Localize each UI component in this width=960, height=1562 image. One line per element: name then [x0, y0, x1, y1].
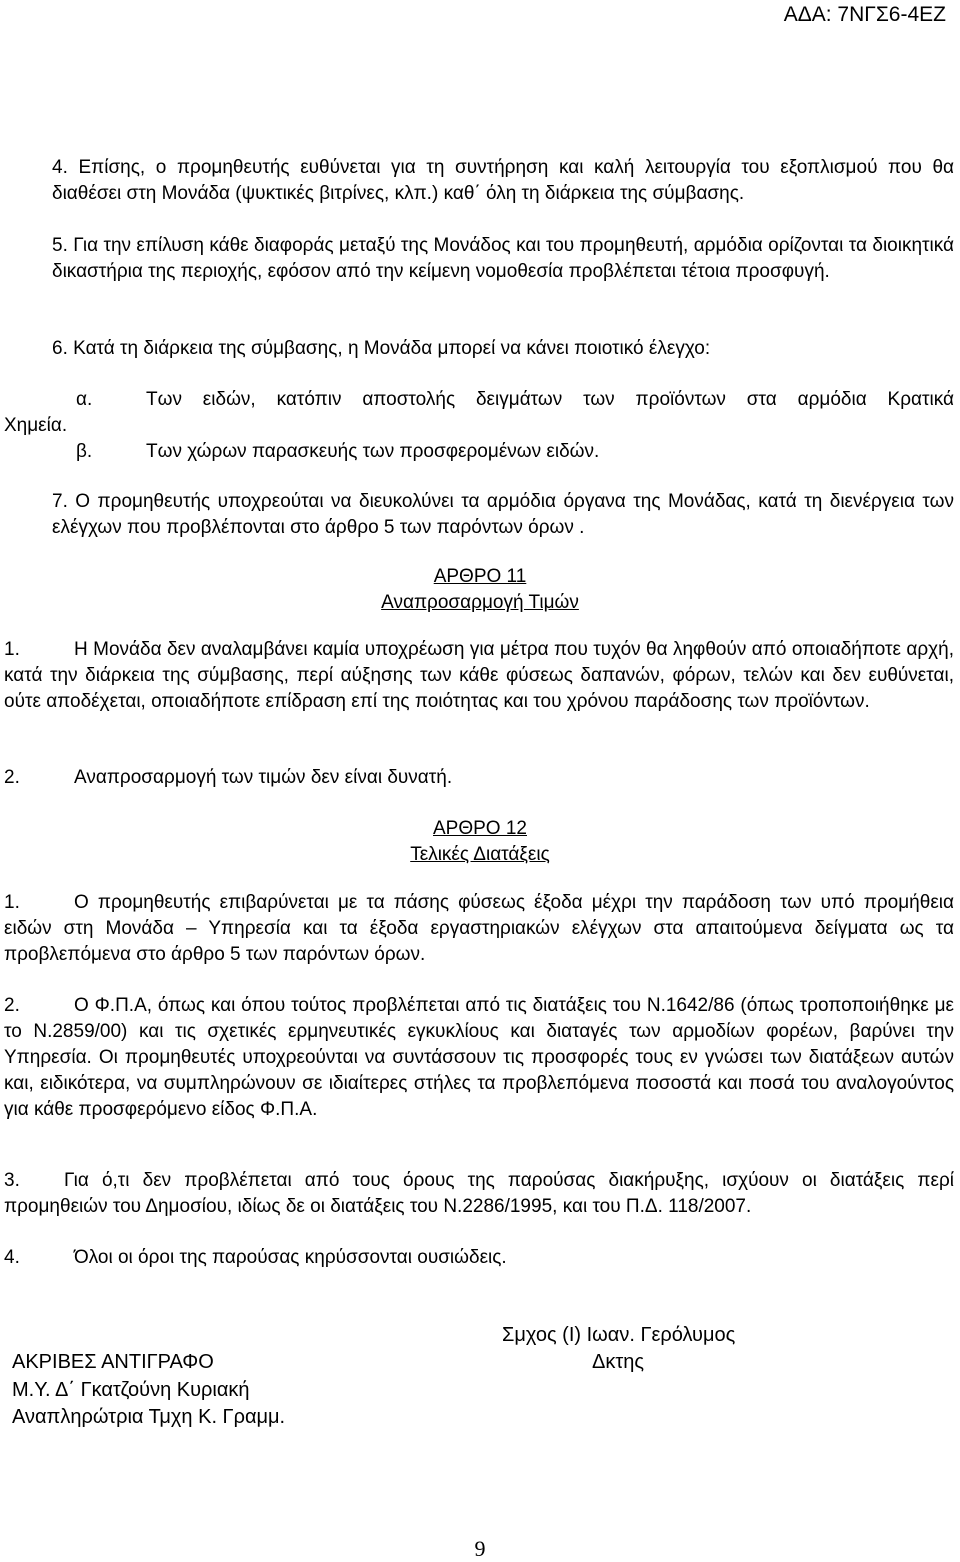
paragraph-text: Όλοι οι όροι της παρούσας κηρύσσονται ουσιώδεις. [74, 1247, 507, 1268]
signer-name: Σμχος (Ι) Ιωαν. Γερόλυμος [502, 1324, 736, 1346]
paragraph-text: Ο προμηθευτής επιβαρύνεται με τα πάσης φύσεως έξοδα μέχρι την παράδοση των υπό προμήθεια ειδών στη Μονάδα – Υπηρεσία και τα έξοδα εργαστηριακών ελέγχων στα απαιτούμενα δείγματα ως τα προβλεπόμενα στο άρθρο 5 των παρόντων όρων. [4, 892, 954, 965]
article-12-paragraph-4 [4, 1245, 507, 1271]
article-11-title: ΑΡΘΡΟ 11 [433, 566, 527, 587]
paragraph-text: Ο Φ.Π.Α, όπως και όπου τούτος προβλέπεται από τις διατάξεις του Ν.1642/86 (όπως τροποποιήθηκε με το Ν.2859/00) και τις σχετικές ερμηνευτικές εγκυκλίους και διαταγές των αρμοδίων φορέων, βαρύνει την Υπηρεσία. Οι προμηθευτές υποχρεούνται να συντάσσουν τις προσφορές τους εν γνώσει των διατάξεων αυτών και, ειδικότερα, να συμπληρώνουν σε ιδιαίτερες στήλες τα προβλεπόμενα ποσοστά και ποσά του αναλογούντος για κάθε προσφερόμενο είδος Φ.Π.Α. [4, 995, 954, 1120]
copy-label: ΑΚΡΙΒΕΣ ΑΝΤΙΓΡΑΦΟ [12, 1351, 214, 1373]
article-12-paragraph-2 [4, 993, 954, 1123]
signer-role: Δκτης [592, 1351, 645, 1373]
paragraph-5: 5. Για την επίλυση κάθε διαφοράς μεταξύ της Μονάδος και του προμηθευτή, αρμόδια ορίζονται τα διοικητικά δικαστήρια της περιοχής, εφόσον από την κείμενη νομοθεσία προβλέπεται τέτοια προσφυγή. [52, 235, 954, 282]
paragraph-number: 1. [4, 639, 20, 660]
article-12-title: ΑΡΘΡΟ 12 [433, 818, 527, 839]
article-11-subtitle: Αναπροσαρμογή Τιμών [381, 592, 579, 613]
article-11-paragraph-1 [4, 637, 954, 715]
article-12-paragraph-1 [4, 890, 954, 968]
article-12-subtitle: Τελικές Διατάξεις [410, 844, 550, 865]
document-code: ΑΔΑ: 7ΝΓΣ6-4ΕΖ [783, 3, 946, 26]
paragraph-4: 4. Επίσης, ο προμηθευτής ευθύνεται για τη συντήρηση και καλή λειτουργία του εξοπλισμού που θα διαθέσει στη Μονάδα (ψυκτικές βιτρίνες, κλπ.) καθ΄ όλη τη διάρκεια της σύμβασης. [52, 157, 954, 204]
item-a-continuation: Χημεία. [4, 415, 68, 436]
page-number: 9 [474, 1536, 486, 1561]
paragraph-number: 3. [4, 1170, 20, 1191]
item-b-label: β. [76, 441, 93, 462]
item-a-text: Των ειδών, κατόπιν αποστολής δειγμάτων των προϊόντων στα αρμόδια Κρατικά [146, 389, 954, 410]
item-a-label: α. [76, 389, 93, 410]
copy-role: Αναπληρώτρια Τμχη Κ. Γραμμ. [12, 1406, 286, 1428]
paragraph-text: Η Μονάδα δεν αναλαμβάνει καμία υποχρέωση για μέτρα που τυχόν θα ληφθούν από οποιαδήποτε αρχή, κατά την διάρκεια της σύμβασης, περί αύξησης των κάθε φύσεως δαπανών, φόρων, τελών και δεν ευθύνεται, ούτε αποδέχεται, οποιαδήποτε επίδραση επί της ποιότητας και του χρόνου παράδοσης των προϊόντων. [4, 639, 954, 712]
paragraph-6: 6. Κατά τη διάρκεια της σύμβασης, η Μονάδα μπορεί να κάνει ποιοτικό έλεγχο: [52, 338, 711, 359]
article-12-paragraph-3 [4, 1168, 954, 1220]
paragraph-number: 2. [4, 995, 20, 1016]
paragraph-text: Αναπροσαρμογή των τιμών δεν είναι δυνατή. [74, 767, 453, 788]
paragraph-number: 2. [4, 767, 20, 788]
item-b-text: Των χώρων παρασκευής των προσφερομένων ειδών. [146, 441, 600, 462]
paragraph-7: 7. Ο προμηθευτής υποχρεούται να διευκολύνει τα αρμόδια όργανα της Μονάδας, κατά τη διενέργεια των ελέγχων που προβλέπονται στο άρθρο 5 των παρόντων όρων . [52, 491, 954, 538]
paragraph-text: Για ό,τι δεν προβλέπεται από τους όρους της παρούσας διακήρυξης, ισχύουν οι διατάξεις περί προμηθειών του Δημοσίου, ιδίως δε οι διατάξεις του Ν.2286/1995, και του Π.Δ. 118/2007. [4, 1170, 954, 1217]
paragraph-number: 4. [4, 1247, 20, 1268]
paragraph-number: 1. [4, 892, 20, 913]
copy-name: Μ.Υ. Δ΄ Γκατζούνη Κυριακή [12, 1379, 250, 1401]
article-11-paragraph-2 [4, 765, 452, 791]
